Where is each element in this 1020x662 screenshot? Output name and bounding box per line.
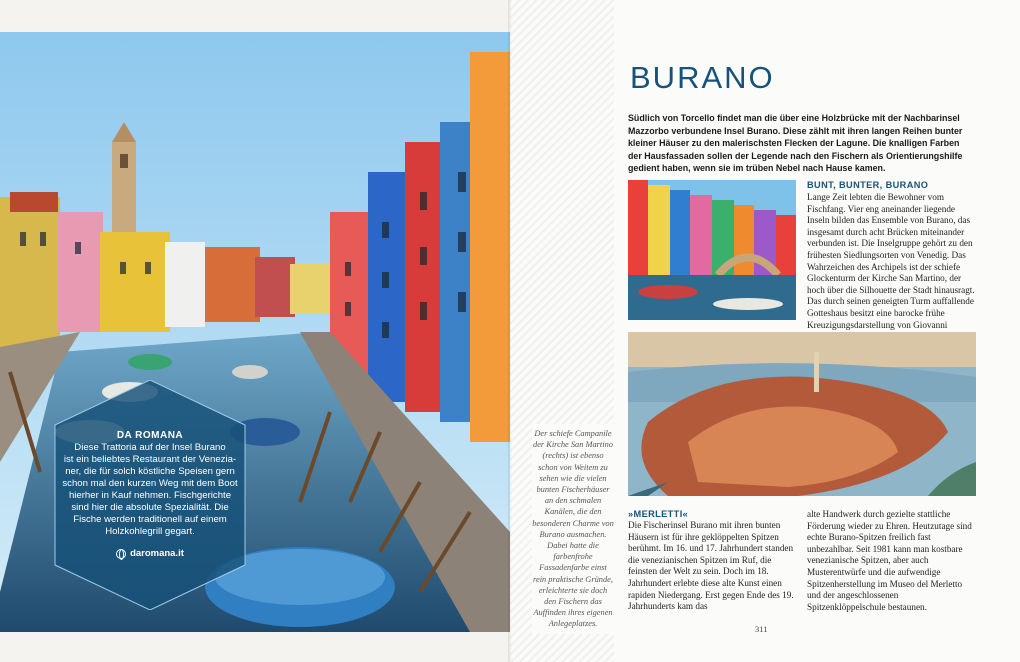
- infobox-body: Diese Trattoria auf der Insel Burano ist ein beliebtes Restaurant der Venezia- ner, die für solch köstliche Speisen gern schon mal den kurzen Weg mit dem Boot hierher in Kauf nehmen. Fischgerichte sind hier die absolute Spezialität. Die Fische werden traditionell auf einem Holzkohlegrill gegart.: [62, 442, 238, 537]
- page-title: BURANO: [630, 60, 775, 95]
- website-link-text[interactable]: daromana.it: [130, 548, 184, 559]
- globe-icon: [116, 549, 126, 559]
- website-link[interactable]: [50, 548, 250, 559]
- section-body-merletti-col1: Die Fischerinsel Burano mit ihren bunten Häusern ist für ihre geklöppelten Spitzen berühmt. Im 16. und 17. Jahrhundert standen die venezianischen Spitzen im Ruf, die feinsten der Welt zu sein. Doch im 18. Jahrhundert erlebte diese alte Kunst einen rapiden Niedergang. Erst gegen Ende des 19. Jahrhunderts kam das: [628, 520, 794, 612]
- right-page: [510, 0, 1020, 662]
- section-heading-bunt: BUNT, BUNTER, BURANO: [807, 180, 929, 190]
- section-body-merletti-col2: alte Handwerk durch gezielte stattliche Förderung wieder zu Ehren. Heutzutage sind echte Burano-Spitzen freilich fast unbezahlbar. Seit 1981 kann man kostbare venezianische Spitzen, aber auch Musterentwürfe und die aufwendige Spitzenherstellung im Museo del Merletto und der angeschlossenen Spitzenklöppelschule bestaunen.: [807, 509, 972, 612]
- photo-caption: Der schiefe Campanile der Kirche San Martino (rechts) ist ebenso schon von Weitem zu sehen wie die vielen bunten Fischerhäuser an den schmalen Kanälen, die den besonderen Charme von Burano ausmachen. Dabei hatte die farbenfrohe Fassadenfarbe einst rein praktische Gründe, erleichterte sie doch den Fischern das Auffinden ihres eigenen Anlegeplatzes.: [532, 424, 614, 634]
- section-heading-merletti: »MERLETTI«: [628, 509, 689, 519]
- burano-houses-photo: [628, 180, 796, 320]
- burano-aerial-photo: [628, 332, 976, 496]
- restaurant-infobox: [50, 380, 250, 610]
- page-number: 311: [755, 624, 768, 634]
- page-fold: [508, 0, 512, 662]
- section-body-bunt: Lange Zeit lebten die Bewohner vom Fischfang. Vier eng aneinander liegende Inseln bilden das Ensemble von Burano, das insgesamt durch acht Brücken miteinander verbunden ist. Die Inselgruppe gehört zu den frühesten Siedlungsorten von Venedig. Das Wahrzeichen des Archipels ist der schiefe Glockenturm der Kirche San Martino, der hoch über die Silhouette der Stadt hinausragt. Das durch seinen geneigten Turm auffallende Gotteshaus besitzt eine barocke frühe Kreuzigungsdarstellung von Giovanni: [807, 192, 975, 330]
- intro-paragraph: Südlich von Torcello findet man die über eine Holzbrücke mit der Nachbarinsel Mazzorbo verbundene Insel Burano. Diese zählt mit ihren langen Reihen bunter kleiner Häuser zu den malerischsten Flecken der Lagune. Die knalligen Farben der Hausfassaden sollen der Legende nach den Fischern als Orientierungshilfe gedient haben, wenn sie im trüben Nebel nach Hause kamen.: [628, 113, 963, 174]
- infobox-title: DA ROMANA: [116, 430, 184, 441]
